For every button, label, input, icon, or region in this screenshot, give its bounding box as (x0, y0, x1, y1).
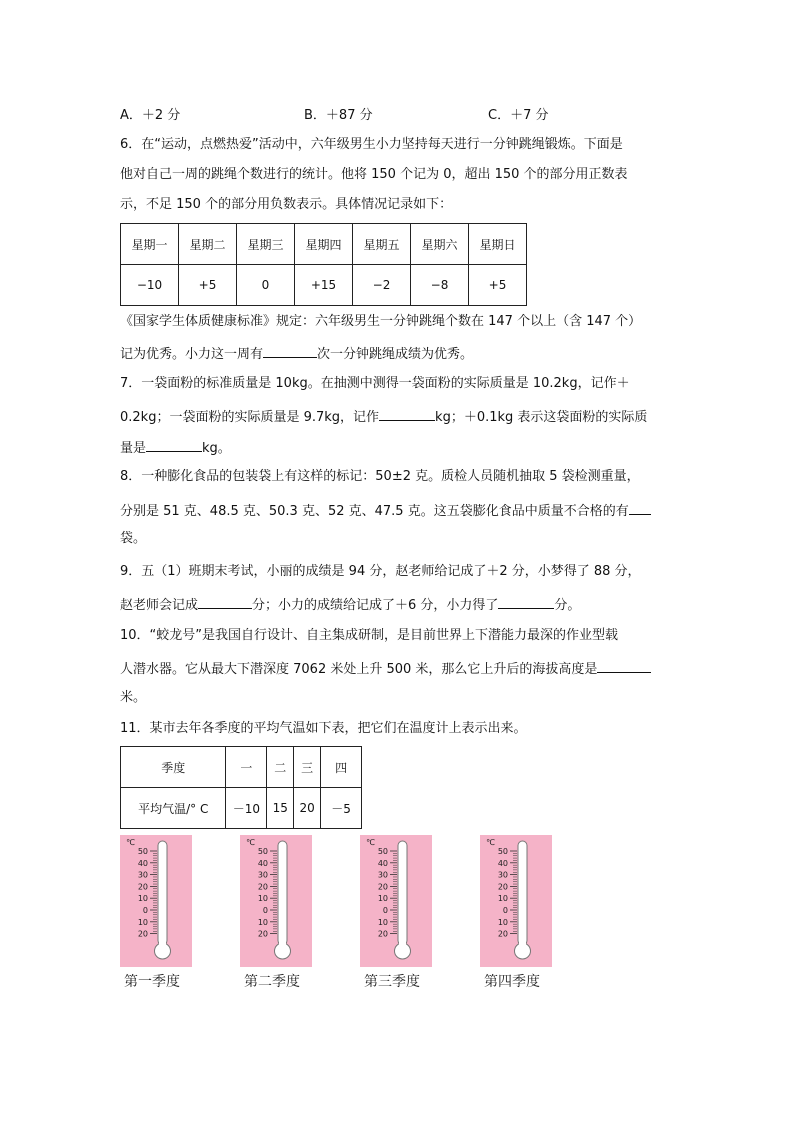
thermometer-label: 第二季度 (244, 974, 300, 990)
thermometer-q4[interactable] (480, 835, 552, 967)
q10-line3: 米。 (120, 690, 147, 705)
q10-text: 人潜水器。它从最大下潜深度 7062 米处上升 500 米，那么它上升后的海拔高度是 (120, 662, 598, 677)
tick-label: 10 (137, 917, 148, 927)
q6-text: 记为优秀。小力这一周有 (120, 347, 264, 362)
unit-label: ℃ (126, 838, 135, 847)
tick-label: 10 (257, 894, 268, 904)
value-cell: +5 (469, 265, 527, 306)
q6-text: 次一分钟跳绳成绩为优秀。 (317, 347, 474, 362)
tick-label: 20 (377, 882, 388, 892)
tick-label: 10 (137, 894, 148, 904)
thermometer-tube (398, 841, 407, 945)
tube-join (159, 939, 166, 947)
value-cell: −10 (121, 265, 179, 306)
day-cell: 星期一 (121, 224, 179, 265)
tick-label: 20 (137, 929, 148, 939)
tick-label: 20 (137, 882, 148, 892)
tick-label: 50 (137, 847, 148, 856)
q7-text: 0.2kg；一袋面粉的实际质量是 9.7kg，记作 (120, 410, 380, 425)
answer-blank[interactable] (498, 594, 554, 609)
answer-blank[interactable] (629, 500, 651, 515)
q6-line3: 示，不足 150 个的部分用负数表示。具体情况记录如下： (120, 197, 453, 212)
tick-label: 10 (497, 894, 508, 904)
day-cell: 星期三 (237, 224, 295, 265)
header-cell: 四 (321, 747, 362, 788)
q9-text: 分；小力的成绩给记成了＋6 分，小力得了 (252, 598, 499, 613)
tick-label: 20 (497, 882, 508, 892)
tick-label: 20 (377, 929, 388, 939)
day-cell: 星期日 (469, 224, 527, 265)
thermometer-label: 第三季度 (364, 974, 420, 990)
q8-line3: 袋。 (120, 531, 147, 546)
option-c: C．＋7 分 (488, 108, 549, 123)
thermometer-q2[interactable] (240, 835, 312, 967)
option-a: A．＋2 分 (120, 108, 181, 123)
tick-label: 40 (137, 858, 148, 868)
tick-label: 40 (257, 858, 268, 868)
table-header-row (121, 747, 362, 788)
q6-line4: 《国家学生体质健康标准》规定：六年级男生一分钟跳绳个数在 147 个以上（含 147 个） (120, 314, 642, 329)
thermometer-tube (158, 841, 167, 945)
q7-text: kg；＋0.1kg 表示这袋面粉的实际质 (435, 410, 648, 425)
thermometer-graphic (240, 835, 312, 967)
tick-label: 0 (382, 906, 388, 915)
q8-line1: 8．一种膨化食品的包装袋上有这样的标记：50±2 克。质检人员随机抽取 5 袋检测重量， (120, 469, 640, 484)
q9-text: 分。 (554, 598, 581, 613)
day-cell: 星期四 (295, 224, 353, 265)
tick-label: 10 (377, 894, 388, 904)
answer-blank[interactable] (146, 437, 202, 452)
q11-line1: 11．某市去年各季度的平均气温如下表，把它们在温度计上表示出来。 (120, 721, 527, 736)
tick-label: 0 (502, 906, 508, 915)
table-value-row (121, 788, 362, 829)
tick-label: 20 (497, 929, 508, 939)
q9-line1: 9．五（1）班期末考试，小丽的成绩是 94 分，赵老师给记成了＋2 分，小梦得了 88 分， (120, 564, 641, 579)
q9-text: 赵老师会记成 (120, 598, 199, 613)
unit-label: ℃ (486, 838, 495, 847)
thermometer-q1[interactable] (120, 835, 192, 967)
tick-label: 0 (142, 906, 148, 915)
header-cell: 一 (226, 747, 267, 788)
thermometer-q3[interactable] (360, 835, 432, 967)
tick-label: 20 (257, 882, 268, 892)
thermometer-graphic (360, 835, 432, 967)
q7-line3 (120, 437, 231, 458)
thermometer-label: 第四季度 (484, 974, 540, 990)
value-cell: −8 (411, 265, 469, 306)
jump-rope-table (120, 223, 527, 306)
q7-line1: 7．一袋面粉的标准质量是 10kg。在抽测中测得一袋面粉的实际质量是 10.2kg，记作＋ (120, 376, 630, 391)
table-header-row (121, 224, 527, 265)
value-cell: 15 (267, 788, 294, 829)
tube-join (399, 939, 406, 947)
answer-blank[interactable] (263, 343, 317, 358)
tick-label: 50 (257, 847, 268, 856)
thermometer-tube (278, 841, 287, 945)
header-cell: 二 (267, 747, 294, 788)
value-cell: −2 (353, 265, 411, 306)
q6-line1: 6．在“运动，点燃热爱”活动中，六年级男生小力坚持每天进行一分钟跳绳锻炼。下面是 (120, 137, 623, 152)
value-cell: 20 (294, 788, 321, 829)
tick-label: 30 (137, 870, 148, 880)
thermometer-label: 第一季度 (124, 974, 180, 990)
tick-label: 40 (497, 858, 508, 868)
answer-blank[interactable] (198, 594, 252, 609)
tick-label: 10 (377, 917, 388, 927)
value-cell: +15 (295, 265, 353, 306)
day-cell: 星期六 (411, 224, 469, 265)
q7-text: kg。 (202, 441, 231, 456)
value-cell: －10 (226, 788, 267, 829)
tick-label: 0 (262, 906, 268, 915)
header-cell: 三 (294, 747, 321, 788)
tube-join (519, 939, 526, 947)
value-cell: 0 (237, 265, 295, 306)
day-cell: 星期二 (179, 224, 237, 265)
answer-blank[interactable] (597, 658, 651, 673)
q6-line2: 他对自己一周的跳绳个数进行的统计。他将 150 个记为 0，超出 150 个的部分用正数表 (120, 167, 628, 182)
tick-label: 40 (377, 858, 388, 868)
unit-label: ℃ (366, 838, 375, 847)
value-cell: +5 (179, 265, 237, 306)
day-cell: 星期五 (353, 224, 411, 265)
tube-join (279, 939, 286, 947)
header-cell: 季度 (121, 747, 226, 788)
table-value-row (121, 265, 527, 306)
tick-label: 30 (377, 870, 388, 880)
tick-label: 30 (257, 870, 268, 880)
option-b: B．＋87 分 (304, 108, 373, 123)
unit-label: ℃ (246, 838, 255, 847)
row-label-cell: 平均气温/° C (121, 788, 226, 829)
thermometer-graphic (120, 835, 192, 967)
q6-line5 (120, 343, 473, 364)
tick-label: 50 (377, 847, 388, 856)
answer-blank[interactable] (379, 406, 435, 421)
q10-line1: 10．“蛟龙号”是我国自行设计、自主集成研制，是目前世界上下潜能力最深的作业型载 (120, 628, 619, 643)
thermometer-tube (518, 841, 527, 945)
temperature-table (120, 746, 362, 829)
value-cell: －5 (321, 788, 362, 829)
thermometer-graphic (480, 835, 552, 967)
q7-line2 (120, 406, 647, 427)
tick-label: 10 (257, 917, 268, 927)
q8-text: 分别是 51 克、48.5 克、50.3 克、52 克、47.5 克。这五袋膨化食品中质量不合格的有 (120, 504, 629, 519)
q9-line2 (120, 594, 580, 615)
tick-label: 50 (497, 847, 508, 856)
q7-text: 量是 (120, 441, 147, 456)
q10-line2 (120, 658, 651, 679)
tick-label: 30 (497, 870, 508, 880)
q8-line2 (120, 500, 651, 521)
tick-label: 10 (497, 917, 508, 927)
tick-label: 20 (257, 929, 268, 939)
